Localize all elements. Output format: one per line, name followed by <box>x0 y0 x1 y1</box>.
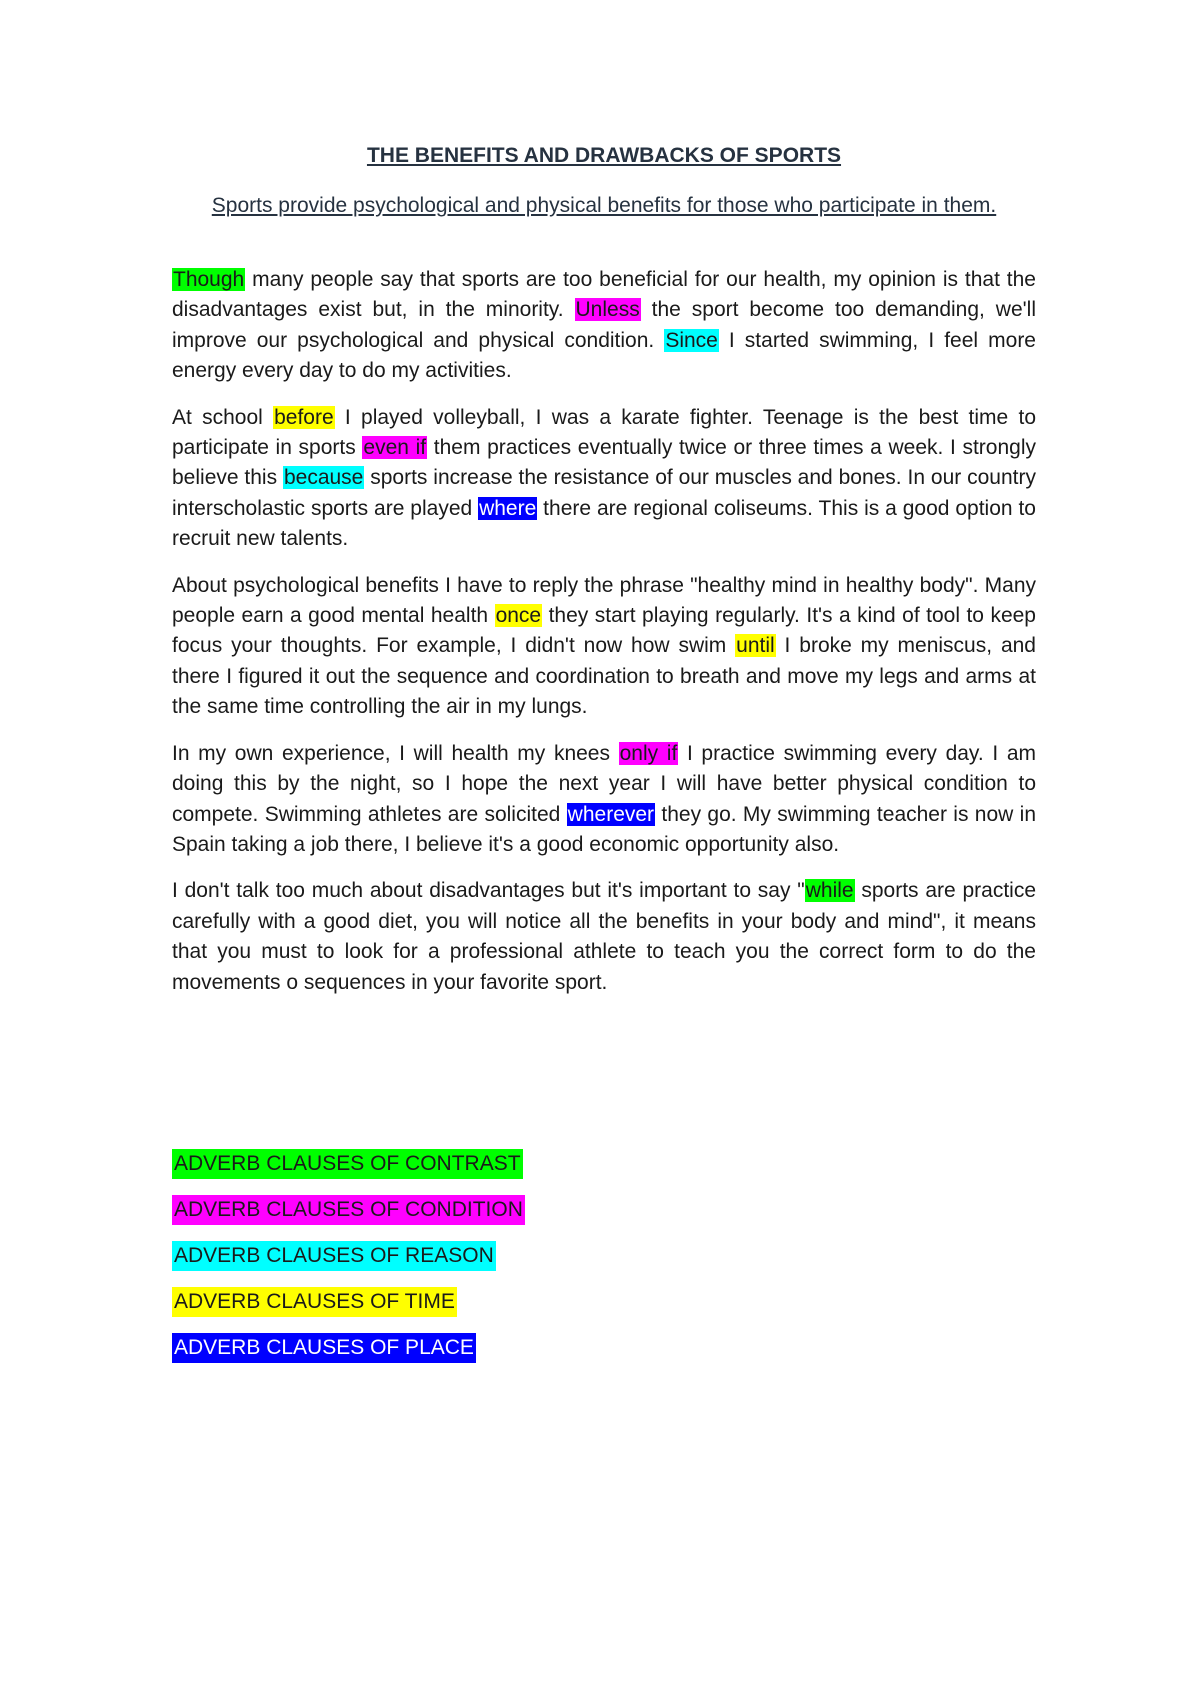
legend-item-time <box>172 1287 525 1317</box>
legend-label: ADVERB CLAUSES OF CONDITION <box>172 1195 525 1225</box>
highlight-contrast: Though <box>173 268 245 291</box>
highlight-reason: Since <box>665 328 718 352</box>
highlight-condition: even if <box>363 436 427 460</box>
legend-item-place <box>172 1333 525 1363</box>
highlight-condition: Unless <box>575 298 640 322</box>
legend-label: ADVERB CLAUSES OF TIME <box>172 1287 457 1317</box>
highlight-reason: because <box>283 466 364 490</box>
document-subtitle: Sports provide psychological and physical benefits for those who participate in them. <box>211 194 997 217</box>
highlight-legend <box>172 1149 525 1379</box>
legend-label: ADVERB CLAUSES OF REASON <box>172 1241 496 1271</box>
document-body <box>172 265 1036 1014</box>
highlight-condition: only if <box>619 741 678 765</box>
highlight-time: until <box>736 634 775 658</box>
body-paragraph: About psychological benefits I have to reply the phrase "healthy mind in healthy body". Many people earn a good mental health once they start playing regularly. It's a kind of tool to keep focus your thoughts. For example, I didn't now how swim until I broke my meniscus, and there I figured it out the sequence and coordination to breath and move my legs and arms at the same time controlling the air in my lungs. <box>172 573 1036 719</box>
legend-item-reason <box>172 1241 525 1271</box>
legend-label: ADVERB CLAUSES OF PLACE <box>172 1333 476 1363</box>
body-paragraph: I don't talk too much about disadvantages but it's important to say "while sports are practice carefully with a good diet, you will notice all the benefits in your body and mind", it means that you must to look for a professional athlete to teach you the correct form to do the movements o sequences in your favorite sport. <box>172 879 1036 994</box>
body-paragraph: At school before I played volleyball, I was a karate fighter. Teenage is the best time to participate in sports even if them practices eventually twice or three times a week. I strongly believe this because sports increase the resistance of our muscles and bones. In our country interscholastic sports are played where there are regional coliseums. This is a good option to recruit new talents. <box>172 405 1037 551</box>
body-paragraph: Though many people say that sports are too beneficial for our health, my opinion is that the disadvantages exist but, in the minority. Unless the sport become too demanding, we'll improve our psychological and physical condition. Since I started swimming, I feel more energy every day to do my activities. <box>172 268 1036 383</box>
highlight-time: once <box>495 604 542 628</box>
legend-item-contrast <box>172 1149 525 1179</box>
highlight-time: before <box>274 405 334 429</box>
document-title: THE BENEFITS AND DRAWBACKS OF SPORTS <box>366 144 842 167</box>
legend-item-condition <box>172 1195 525 1225</box>
body-paragraph: In my own experience, I will health my knees only if I practice swimming every day. I am doing this by the night, so I hope the next year I will have better physical condition to compete. Swimming athletes are solicited wherever they go. My swimming teacher is now in Spain taking a job there, I believe it's a good economic opportunity also. <box>172 741 1037 856</box>
highlight-contrast: while <box>805 879 854 903</box>
highlight-place: wherever <box>567 802 655 826</box>
legend-label: ADVERB CLAUSES OF CONTRAST <box>172 1149 523 1179</box>
highlight-place: where <box>479 496 537 520</box>
